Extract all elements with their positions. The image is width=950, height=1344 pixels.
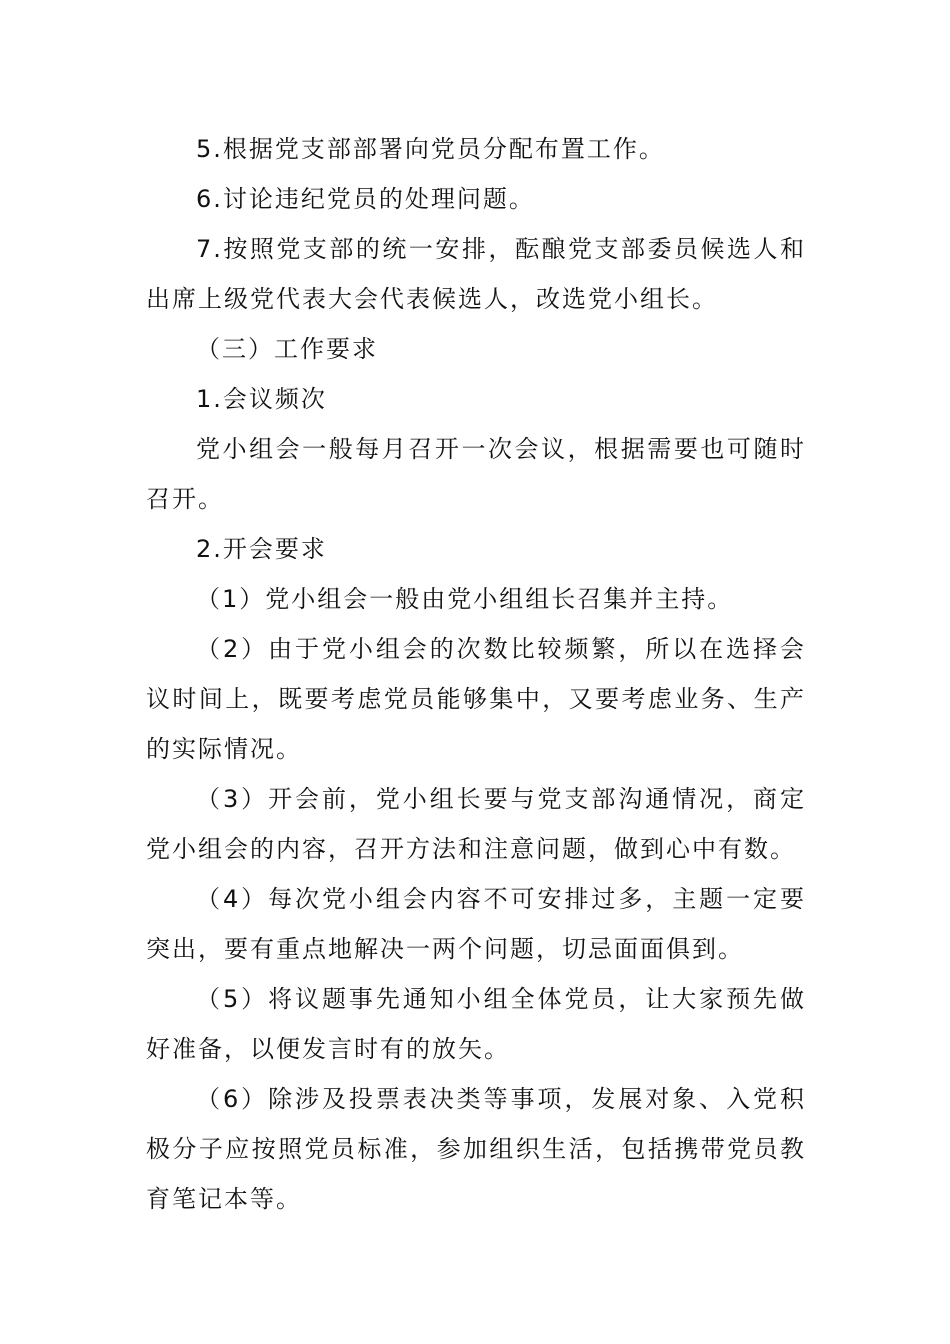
requirement-item-1: （1）党小组会一般由党小组组长召集并主持。 <box>196 585 734 613</box>
paragraph-item-5: 5.根据党支部部署向党员分配布置工作。 <box>196 135 665 163</box>
paragraph-item-7: 7.按照党支部的统一安排，酝酿党支部委员候选人和出席上级党代表大会代表候选人，改选党小组长。 <box>146 235 806 313</box>
requirement-item-6: （6）除涉及投票表决类等事项，发展对象、入党积极分子应按照党员标准，参加组织生活，包括携带党员教育笔记本等。 <box>146 1085 806 1213</box>
subheading-meeting-requirements: 2.开会要求 <box>196 535 327 563</box>
requirement-item-4: （4）每次党小组会内容不可安排过多，主题一定要突出，要有重点地解决一两个问题，切忌面面俱到。 <box>146 885 806 963</box>
subheading-meeting-frequency: 1.会议频次 <box>196 385 327 413</box>
paragraph-item-6: 6.讨论违纪党员的处理问题。 <box>196 185 535 213</box>
requirement-item-2: （2）由于党小组会的次数比较频繁，所以在选择会议时间上，既要考虑党员能够集中，又要考虑业务、生产的实际情况。 <box>146 635 806 763</box>
section-heading-work-requirements: （三）工作要求 <box>196 335 378 363</box>
paragraph-meeting-frequency: 党小组会一般每月召开一次会议，根据需要也可随时召开。 <box>146 435 806 513</box>
requirement-item-3: （3）开会前，党小组长要与党支部沟通情况，商定党小组会的内容，召开方法和注意问题，做到心中有数。 <box>146 785 806 863</box>
document-body <box>146 124 806 1224</box>
requirement-item-5: （5）将议题事先通知小组全体党员，让大家预先做好准备，以便发言时有的放矢。 <box>146 985 806 1063</box>
